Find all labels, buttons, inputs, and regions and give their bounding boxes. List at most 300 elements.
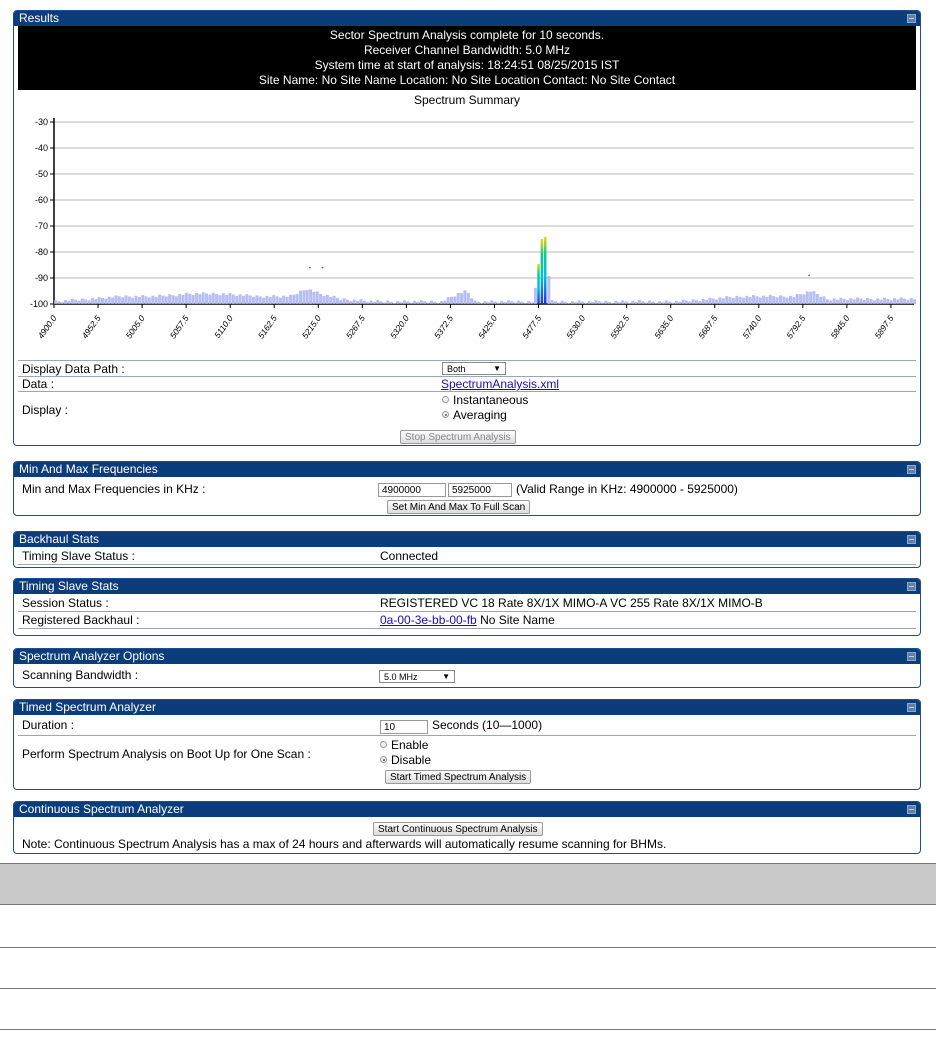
spectrum-bar bbox=[655, 303, 658, 304]
spectrum-bar bbox=[131, 298, 134, 304]
chart-title: Spectrum Summary bbox=[413, 93, 521, 107]
spectrum-bar bbox=[910, 298, 913, 304]
spectrum-bar bbox=[769, 295, 772, 304]
spectrum-bar bbox=[651, 302, 654, 304]
continuous-analyzer-title: Continuous Spectrum Analyzer bbox=[19, 802, 184, 816]
stop-spectrum-analysis-button[interactable]: Stop Spectrum Analysis bbox=[400, 430, 516, 444]
session-status-label: Session Status : bbox=[22, 596, 109, 610]
spectrum-bar bbox=[71, 299, 74, 304]
collapse-icon[interactable] bbox=[907, 535, 916, 544]
full-scan-button[interactable]: Set Min And Max To Full Scan bbox=[387, 500, 530, 514]
x-tick-label: 5162.5 bbox=[255, 313, 279, 341]
spectrum-bar bbox=[789, 296, 792, 304]
spectrum-bar bbox=[165, 297, 168, 305]
timed-analyzer-header bbox=[14, 700, 920, 715]
spectrum-bar bbox=[430, 301, 433, 304]
x-tick-label: 5687.5 bbox=[696, 313, 720, 341]
spectrum-bar bbox=[494, 302, 497, 304]
session-status-value: REGISTERED VC 18 Rate 8X/1X MIMO-A VC 255 Rate 8X/1X MIMO-B bbox=[380, 596, 763, 610]
results-panel bbox=[13, 10, 921, 446]
timing-slave-stats-header bbox=[14, 579, 920, 594]
spectrum-bar bbox=[306, 290, 309, 304]
spectrum-bar bbox=[544, 237, 547, 304]
spectrum-bar bbox=[712, 299, 715, 304]
radio-averaging[interactable] bbox=[442, 411, 449, 418]
spectrum-bar bbox=[343, 298, 346, 304]
spectrum-bar bbox=[480, 303, 483, 304]
collapse-icon[interactable] bbox=[907, 703, 916, 712]
display-data-path-select[interactable] bbox=[442, 362, 506, 375]
spectrum-bar bbox=[514, 302, 517, 304]
spectrum-bar bbox=[866, 298, 869, 304]
peak-marker bbox=[322, 267, 324, 269]
spectrum-bar bbox=[796, 294, 799, 304]
spectrum-bar bbox=[383, 302, 386, 304]
spectrum-bar bbox=[218, 295, 221, 304]
spectrum-bar bbox=[846, 300, 849, 304]
spectrum-bar bbox=[302, 290, 305, 304]
spectrum-bar bbox=[557, 302, 560, 304]
spectrum-bar bbox=[799, 294, 802, 304]
spectrum-bar bbox=[725, 296, 728, 304]
spectrum-bar bbox=[145, 296, 148, 304]
spectrum-bar bbox=[309, 289, 312, 304]
spectrum-bar bbox=[638, 300, 641, 304]
spectrum-bar bbox=[645, 302, 648, 304]
spectrum-bar bbox=[782, 297, 785, 304]
table-divider bbox=[0, 947, 936, 948]
spectrum-bar bbox=[762, 296, 765, 304]
spectrum-bar bbox=[601, 302, 604, 304]
spectrum-bar bbox=[772, 296, 775, 304]
duration-input[interactable]: 10 bbox=[380, 720, 428, 734]
collapse-icon[interactable] bbox=[907, 582, 916, 591]
spectrum-bar bbox=[74, 300, 77, 304]
spectrum-bar bbox=[688, 301, 691, 304]
spectrum-bar bbox=[722, 298, 725, 304]
collapse-icon[interactable] bbox=[907, 14, 916, 23]
spectrum-bar bbox=[873, 300, 876, 304]
spectrum-bar bbox=[839, 298, 842, 304]
x-tick-label: 5320.0 bbox=[387, 313, 412, 341]
spectrum-bar bbox=[675, 301, 678, 304]
spectrum-bar bbox=[272, 295, 275, 304]
spectrum-bar bbox=[823, 296, 826, 304]
spectrum-bar bbox=[719, 297, 722, 304]
spectrum-bar bbox=[812, 291, 815, 304]
spectrum-bar bbox=[242, 296, 245, 304]
spectrum-bar bbox=[239, 294, 242, 304]
continuous-analyzer-panel bbox=[13, 801, 921, 854]
spectrum-bar bbox=[252, 297, 255, 304]
spectrum-bar bbox=[205, 293, 208, 304]
spectrum-bar bbox=[913, 299, 916, 304]
x-tick-label: 5740.0 bbox=[740, 313, 764, 341]
spectrum-bar bbox=[735, 296, 738, 304]
spectrum-bar bbox=[588, 301, 591, 304]
banner-line: System time at start of analysis: 18:24:51 08/25/2015 IST bbox=[314, 58, 620, 72]
spectrum-bar bbox=[551, 300, 554, 304]
timing-slave-status-row bbox=[18, 548, 916, 565]
spectrum-bar bbox=[574, 302, 577, 304]
spectrum-bar bbox=[212, 293, 215, 304]
spectrum-bar bbox=[155, 297, 158, 304]
x-tick-label: 5425.0 bbox=[476, 313, 500, 341]
chevron-down-icon: ▼ bbox=[442, 672, 450, 681]
spectrum-bar bbox=[437, 303, 440, 304]
display-option-label: Instantaneous bbox=[453, 393, 529, 407]
spectrum-bar bbox=[447, 297, 450, 304]
spectrum-bar bbox=[520, 302, 523, 304]
spectrum-bar bbox=[380, 301, 383, 304]
spectrum-bar bbox=[356, 301, 359, 304]
spectrum-bar bbox=[896, 299, 899, 304]
spectrum-bar bbox=[373, 302, 376, 304]
session-status-row bbox=[18, 595, 916, 612]
backhaul-mac-link[interactable]: 0a-00-3e-bb-00-fb bbox=[380, 613, 477, 627]
spectrum-bar bbox=[886, 299, 889, 304]
spectrum-bar bbox=[148, 298, 151, 304]
spectrum-bar bbox=[470, 298, 473, 304]
spectrum-bar bbox=[547, 276, 550, 304]
x-tick-label: 5267.5 bbox=[343, 313, 367, 341]
spectrum-bar bbox=[527, 301, 530, 304]
spectrum-bar bbox=[561, 301, 564, 304]
spectrum-bar bbox=[628, 303, 631, 304]
radio-enable[interactable] bbox=[380, 741, 387, 748]
spectrum-bar bbox=[467, 293, 470, 304]
spectrum-bar bbox=[185, 293, 188, 304]
x-tick-label: 5845.0 bbox=[828, 313, 852, 341]
spectrum-bar bbox=[490, 300, 493, 304]
spectrum-bar bbox=[474, 301, 477, 304]
spectrum-bar bbox=[312, 292, 315, 304]
spectrum-bar bbox=[685, 301, 688, 305]
spectrum-bar bbox=[604, 301, 607, 304]
spectrum-bar bbox=[91, 298, 94, 304]
spectrum-bar bbox=[819, 297, 822, 304]
spectrum-bar bbox=[484, 301, 487, 304]
spectrum-bar bbox=[802, 294, 805, 304]
x-tick-label: 5110.0 bbox=[212, 313, 235, 340]
spectrum-bar bbox=[269, 297, 272, 304]
backhaul-stats-header bbox=[14, 532, 920, 547]
banner-line: Sector Spectrum Analysis complete for 10 seconds. bbox=[329, 28, 605, 42]
continuous-note: Note: Continuous Spectrum Analysis has a max of 24 hours and afterwards will automatically resume scanning for BHMs. bbox=[22, 837, 667, 851]
spectrum-bar bbox=[369, 301, 372, 304]
spectrum-bar bbox=[326, 295, 329, 304]
spectrum-bar bbox=[400, 302, 403, 304]
spectrum-bar bbox=[265, 296, 268, 304]
x-tick-label: 5477.5 bbox=[520, 313, 544, 341]
spectrum-bar bbox=[182, 295, 185, 304]
spectrum-bar bbox=[631, 301, 634, 304]
spectrum-bar bbox=[890, 300, 893, 304]
boot-option-disable[interactable] bbox=[380, 753, 431, 767]
scanning-bandwidth-value: 5.0 MHz bbox=[384, 672, 418, 682]
duration-row bbox=[18, 716, 916, 736]
spectrum-bar bbox=[749, 297, 752, 304]
spectrum-bar bbox=[427, 302, 430, 304]
spectrum-bar bbox=[57, 301, 60, 304]
spectrum-bar bbox=[507, 300, 510, 304]
spectrum-bar bbox=[101, 298, 104, 304]
spectrum-bar bbox=[198, 294, 201, 304]
table-header-band bbox=[0, 863, 936, 905]
spectrum-bar bbox=[510, 301, 513, 304]
spectrum-bar bbox=[249, 296, 252, 304]
banner-line: Receiver Channel Bandwidth: 5.0 MHz bbox=[363, 43, 571, 57]
spectrum-bar bbox=[114, 295, 117, 304]
chevron-down-icon: ▼ bbox=[493, 364, 501, 373]
x-tick-label: 5582.5 bbox=[608, 313, 632, 341]
spectrum-bar bbox=[658, 301, 661, 304]
spectrum-bar bbox=[423, 301, 426, 304]
y-tick-label: -80 bbox=[34, 247, 48, 257]
min-max-header bbox=[14, 462, 920, 477]
spectrum-bar bbox=[715, 300, 718, 304]
spectrum-bar bbox=[403, 300, 406, 304]
spectrum-bar bbox=[440, 301, 443, 304]
spectrum-bar bbox=[192, 295, 195, 304]
spectrum-bar bbox=[333, 296, 336, 304]
spectrum-bar bbox=[433, 302, 436, 304]
spectrum-bar bbox=[524, 303, 527, 304]
spectrum-bar bbox=[584, 303, 587, 304]
registered-backhaul-value bbox=[380, 613, 555, 627]
table-divider bbox=[0, 1029, 936, 1030]
spectrum-bar bbox=[299, 291, 302, 304]
spectrum-bar bbox=[537, 264, 540, 304]
spectrum-bar bbox=[692, 299, 695, 304]
spectrum-bar bbox=[450, 297, 453, 304]
spectrum-bar bbox=[477, 302, 480, 304]
spectrum-bar bbox=[729, 297, 732, 304]
registered-backhaul-label: Registered Backhaul : bbox=[22, 613, 140, 627]
spectrum-bar bbox=[316, 291, 319, 304]
spectrum-bar bbox=[339, 300, 342, 304]
spectrum-bar bbox=[487, 302, 490, 304]
y-tick-label: -100 bbox=[29, 299, 48, 309]
spectrum-bar bbox=[61, 302, 64, 304]
collapse-icon[interactable] bbox=[907, 805, 916, 814]
boot-option-label: Disable bbox=[391, 753, 432, 767]
spectrum-bar bbox=[111, 298, 114, 304]
spectrum-bar bbox=[745, 296, 748, 304]
registered-backhaul-row bbox=[18, 612, 916, 629]
spectrum-bar bbox=[460, 293, 463, 304]
spectrum-bar bbox=[500, 301, 503, 304]
x-tick-label: 5005.0 bbox=[123, 313, 147, 341]
scanning-bandwidth-select[interactable] bbox=[379, 670, 455, 683]
spectrum-bar bbox=[853, 299, 856, 304]
spectrum-bar bbox=[752, 295, 755, 304]
spectrum-bar bbox=[567, 303, 570, 304]
spectrum-bar bbox=[259, 297, 262, 304]
spectrum-bar bbox=[829, 300, 832, 304]
spectrum-bar bbox=[598, 301, 601, 304]
spectrum-bar bbox=[893, 298, 896, 304]
spectrum-bar bbox=[611, 303, 614, 304]
boot-scan-label: Perform Spectrum Analysis on Boot Up for One Scan : bbox=[22, 747, 311, 761]
boot-option-label: Enable bbox=[391, 738, 429, 752]
x-tick-label: 5897.5 bbox=[872, 313, 896, 341]
spectrum-bar bbox=[376, 300, 379, 304]
spectrum-bar bbox=[118, 296, 121, 304]
spectrum-bar bbox=[279, 298, 282, 304]
spectrum-bar bbox=[67, 301, 70, 304]
spectrum-bar bbox=[141, 295, 144, 304]
start-timed-analysis-button[interactable]: Start Timed Spectrum Analysis bbox=[385, 770, 531, 784]
timing-slave-stats-title: Timing Slave Stats bbox=[19, 579, 119, 593]
timed-analyzer-title: Timed Spectrum Analyzer bbox=[19, 700, 156, 714]
spectrum-bar bbox=[504, 302, 507, 304]
spectrum-bar bbox=[833, 298, 836, 304]
spectrum-bar bbox=[289, 295, 292, 304]
display-option-instantaneous[interactable] bbox=[442, 393, 528, 407]
spectrum-bar bbox=[843, 299, 846, 304]
spectrum-bar bbox=[124, 295, 127, 304]
data-row bbox=[18, 376, 916, 392]
spectrum-bar bbox=[413, 301, 416, 304]
spectrum-bar bbox=[661, 302, 664, 304]
start-continuous-analysis-button[interactable]: Start Continuous Spectrum Analysis bbox=[373, 822, 543, 836]
spectrum-bar bbox=[319, 294, 322, 304]
spectrum-bar bbox=[296, 294, 299, 304]
min-max-label: Min and Max Frequencies in KHz : bbox=[22, 482, 206, 496]
data-label: Data : bbox=[22, 377, 55, 391]
spectrum-bar bbox=[906, 300, 909, 304]
spectrum-bar bbox=[225, 295, 228, 304]
y-tick-label: -30 bbox=[34, 117, 48, 127]
display-option-averaging[interactable] bbox=[442, 408, 507, 422]
spectrum-bar bbox=[648, 301, 651, 304]
spectrum-bar bbox=[863, 300, 866, 304]
backhaul-stats-panel bbox=[13, 531, 921, 568]
spectrum-bar bbox=[618, 302, 621, 304]
spectrum-bar bbox=[121, 297, 124, 304]
spectrum-bar bbox=[739, 297, 742, 304]
spectrum-bar bbox=[168, 294, 171, 304]
spectrum-bar bbox=[215, 294, 218, 304]
spectrum-bar bbox=[856, 297, 859, 304]
display-data-path-value: Both bbox=[447, 364, 466, 374]
spectrum-bar bbox=[161, 296, 164, 304]
boot-option-enable[interactable] bbox=[380, 738, 428, 752]
continuous-analyzer-header bbox=[14, 802, 920, 817]
spectrum-bar bbox=[135, 296, 138, 304]
spectrum-bar bbox=[276, 296, 279, 304]
min-max-panel bbox=[13, 461, 921, 516]
spectrum-bar bbox=[554, 301, 557, 304]
spectrum-bar bbox=[151, 296, 154, 304]
min-frequency-input[interactable]: 4900000 bbox=[378, 483, 446, 497]
spectrum-bar bbox=[81, 298, 84, 304]
spectrum-bar bbox=[336, 298, 339, 304]
timing-slave-status-value: Connected bbox=[380, 549, 439, 563]
spectrum-bar bbox=[188, 294, 191, 304]
spectrum-bar bbox=[363, 301, 366, 304]
spectrum-bar bbox=[571, 301, 574, 304]
spectrum-bar bbox=[359, 299, 362, 304]
spectrum-bar bbox=[625, 302, 628, 304]
results-title: Results bbox=[19, 11, 60, 25]
spectrum-bar bbox=[903, 299, 906, 304]
spectrum-bar bbox=[809, 292, 812, 304]
spectrum-bar bbox=[870, 299, 873, 304]
spectrum-bar bbox=[98, 297, 101, 304]
spectrum-bar bbox=[876, 298, 879, 304]
spectrum-bar bbox=[195, 293, 198, 304]
spectrum-bar bbox=[222, 293, 225, 304]
peak-marker bbox=[309, 267, 311, 269]
spectrum-bar bbox=[668, 302, 671, 304]
spectrum-bar bbox=[732, 298, 735, 304]
spectrum-bar bbox=[128, 297, 131, 304]
spectrum-bar bbox=[826, 299, 829, 304]
analyzer-options-header bbox=[14, 649, 920, 664]
min-max-title: Min And Max Frequencies bbox=[19, 462, 158, 476]
spectrum-bar bbox=[390, 302, 393, 304]
spectrum-bar bbox=[695, 300, 698, 304]
analyzer-options-title: Spectrum Analyzer Options bbox=[19, 649, 165, 663]
spectrum-bar bbox=[880, 300, 883, 304]
collapse-icon[interactable] bbox=[907, 652, 916, 661]
spectrum-bar bbox=[517, 301, 520, 304]
spectrum-bar bbox=[705, 300, 708, 304]
radio-instantaneous[interactable] bbox=[442, 396, 449, 403]
spectrum-bar bbox=[635, 302, 638, 304]
spectrum-bar bbox=[581, 302, 584, 304]
spectrum-bar bbox=[608, 302, 611, 304]
y-tick-label: -90 bbox=[34, 273, 48, 283]
spectrum-bar bbox=[396, 301, 399, 304]
spectrum-bar bbox=[883, 298, 886, 304]
display-row bbox=[18, 392, 916, 426]
spectrum-bar bbox=[292, 295, 295, 304]
spectrum-bar bbox=[836, 300, 839, 304]
analyzer-options-panel bbox=[13, 648, 921, 688]
spectrum-summary-chart bbox=[18, 90, 916, 358]
spectrum-bar bbox=[457, 293, 460, 304]
y-tick-label: -50 bbox=[34, 169, 48, 179]
spectrum-bar bbox=[578, 300, 581, 304]
spectrum-bar bbox=[641, 301, 644, 304]
spectrum-bar bbox=[104, 299, 107, 304]
y-tick-label: -60 bbox=[34, 195, 48, 205]
max-frequency-input[interactable]: 5925000 bbox=[448, 483, 512, 497]
registered-backhaul-site: No Site Name bbox=[476, 613, 555, 627]
collapse-icon[interactable] bbox=[907, 465, 916, 474]
x-tick-label: 5530.0 bbox=[564, 313, 588, 341]
spectrum-bar bbox=[755, 296, 758, 304]
spectrum-bar bbox=[900, 297, 903, 304]
spectrum-bar bbox=[171, 295, 174, 304]
x-tick-label: 5792.5 bbox=[784, 313, 808, 341]
spectrum-bar bbox=[621, 300, 624, 304]
peak-marker bbox=[808, 275, 810, 277]
x-tick-label: 5635.0 bbox=[652, 313, 676, 341]
radio-disable[interactable] bbox=[380, 756, 387, 763]
y-tick-label: -70 bbox=[34, 221, 48, 231]
spectrum-bar bbox=[776, 297, 779, 304]
spectrum-bar bbox=[531, 302, 534, 304]
spectrum-bar bbox=[453, 296, 456, 304]
display-data-path-row bbox=[18, 360, 916, 377]
x-tick-label: 4952.5 bbox=[79, 313, 103, 341]
spectrum-bar bbox=[178, 294, 181, 304]
spectrum-xml-link[interactable]: SpectrumAnalysis.xml bbox=[441, 377, 560, 391]
